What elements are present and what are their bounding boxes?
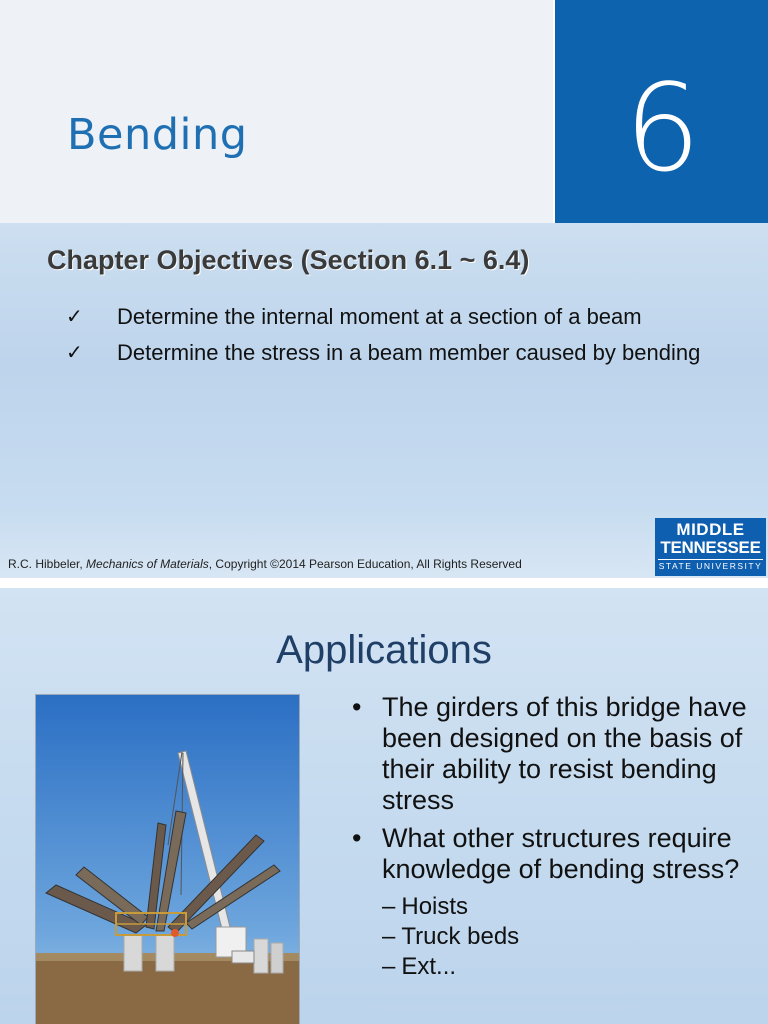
checkmark-icon: ✓ — [66, 342, 83, 364]
logo-line3: STATE UNIVERSITY — [658, 561, 763, 571]
logo-line1: MIDDLE — [676, 520, 745, 539]
checkmark-icon: ✓ — [66, 306, 83, 328]
sub-bullet-item — [350, 952, 750, 982]
bridge-photo-svg — [36, 695, 299, 1024]
chapter-title: Bending — [67, 110, 248, 160]
copyright-footer — [8, 557, 522, 571]
bullet-icon: • — [352, 823, 362, 853]
logo-line2: TENNESSEE — [660, 538, 761, 557]
footer-author: R.C. Hibbeler, — [8, 557, 83, 571]
dash-icon: – — [382, 923, 396, 950]
chapter-number-box — [553, 0, 768, 223]
dash-icon: – — [382, 893, 396, 920]
bullet-item — [350, 823, 750, 885]
objectives-panel — [0, 223, 768, 578]
objectives-list — [66, 303, 746, 375]
sub-bullet-item — [350, 892, 750, 922]
objective-item — [66, 303, 746, 331]
objectives-heading: Chapter Objectives (Section 6.1 ~ 6.4) — [47, 245, 530, 275]
bridge-crane-photo — [35, 694, 300, 1024]
bullet-icon: • — [352, 692, 362, 722]
slide-applications — [0, 588, 768, 1024]
applications-title: Applications — [276, 628, 492, 672]
footer-book: Mechanics of Materials — [86, 557, 209, 571]
dash-icon: – — [382, 953, 396, 980]
slide-divider — [0, 578, 768, 588]
bullet-text: The girders of this bridge have been designed on the basis of their ability to resist bending stress — [382, 692, 747, 815]
mtsu-logo — [655, 518, 766, 576]
sub-bullet-item — [350, 922, 750, 952]
chapter-number: 6 — [624, 60, 701, 199]
bullet-text: What other structures require knowledge of bending stress? — [382, 823, 740, 884]
footer-rest: , Copyright ©2014 Pearson Education, All Rights Reserved — [208, 557, 522, 571]
objective-text: Determine the internal moment at a section of a beam — [117, 304, 642, 329]
applications-bullets — [350, 692, 750, 982]
sub-bullet-text: Truck beds — [401, 923, 520, 950]
objective-item — [66, 339, 746, 367]
bullet-item — [350, 692, 750, 816]
objective-text: Determine the stress in a beam member caused by bending — [117, 340, 701, 365]
sub-bullet-text: Hoists — [401, 893, 469, 920]
sub-bullet-text: Ext... — [401, 953, 457, 980]
